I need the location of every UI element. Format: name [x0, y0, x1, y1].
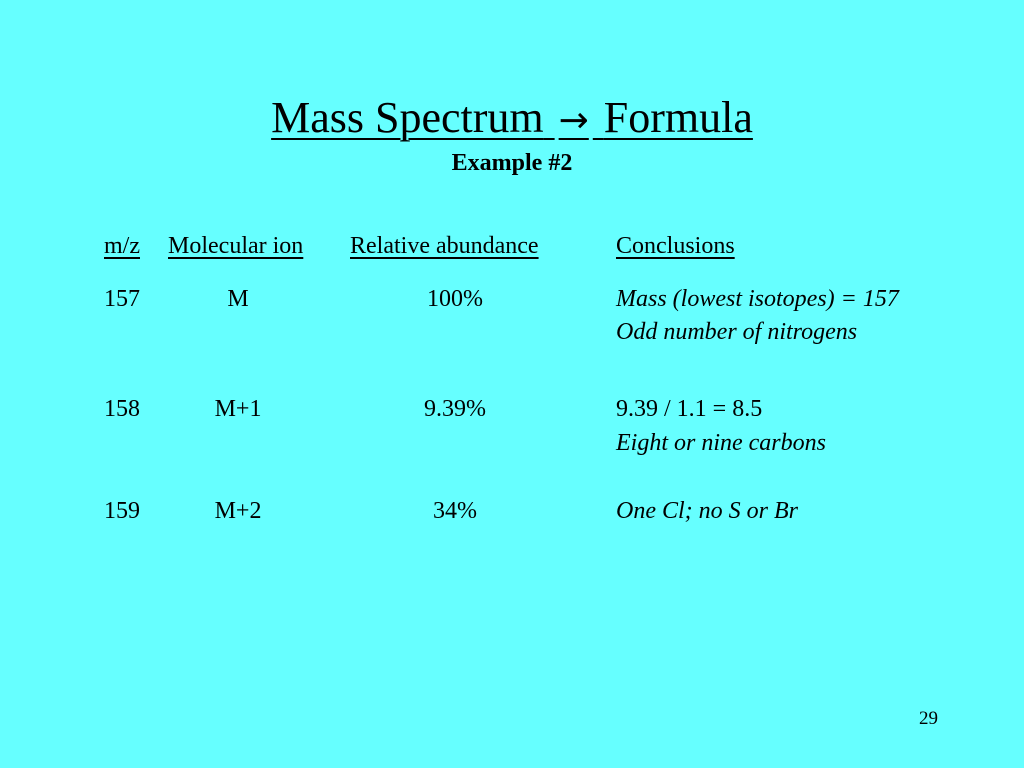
right-arrow-icon: →	[558, 100, 589, 141]
row-3-abundance: 34%	[433, 498, 477, 524]
row-3-conclusion-1: One Cl; no S or Br	[616, 498, 798, 524]
row-2-ion: M+1	[214, 396, 262, 422]
row-1-abundance: 100%	[427, 286, 483, 312]
row-2-mz: 158	[104, 396, 140, 422]
row-1-ion: M	[227, 286, 249, 312]
row-2-conclusion-1: 9.39 / 1.1 = 8.5	[616, 396, 763, 422]
title-underlined	[271, 93, 753, 142]
row-1-conclusion-2: Odd number of nitrogens	[616, 319, 858, 345]
page-number: 29	[919, 708, 938, 729]
title-end: Formula	[603, 93, 753, 142]
row-2-conclusion-2: Eight or nine carbons	[616, 430, 826, 456]
slide-title	[0, 92, 1024, 147]
header-relative-abundance: Relative abundance	[350, 233, 539, 259]
row-3-ion: M+2	[214, 498, 262, 524]
row-1-mz: 157	[104, 286, 140, 312]
title-main: Mass Spectrum	[271, 93, 544, 142]
header-conclusions: Conclusions	[616, 233, 735, 259]
row-1-conclusion-1: Mass (lowest isotopes) = 157	[616, 286, 899, 312]
row-2-abundance: 9.39%	[424, 396, 486, 422]
header-mz: m/z	[104, 233, 140, 259]
row-3-mz: 159	[104, 498, 140, 524]
header-molecular-ion: Molecular ion	[168, 233, 304, 259]
slide-subtitle: Example #2	[451, 150, 573, 176]
